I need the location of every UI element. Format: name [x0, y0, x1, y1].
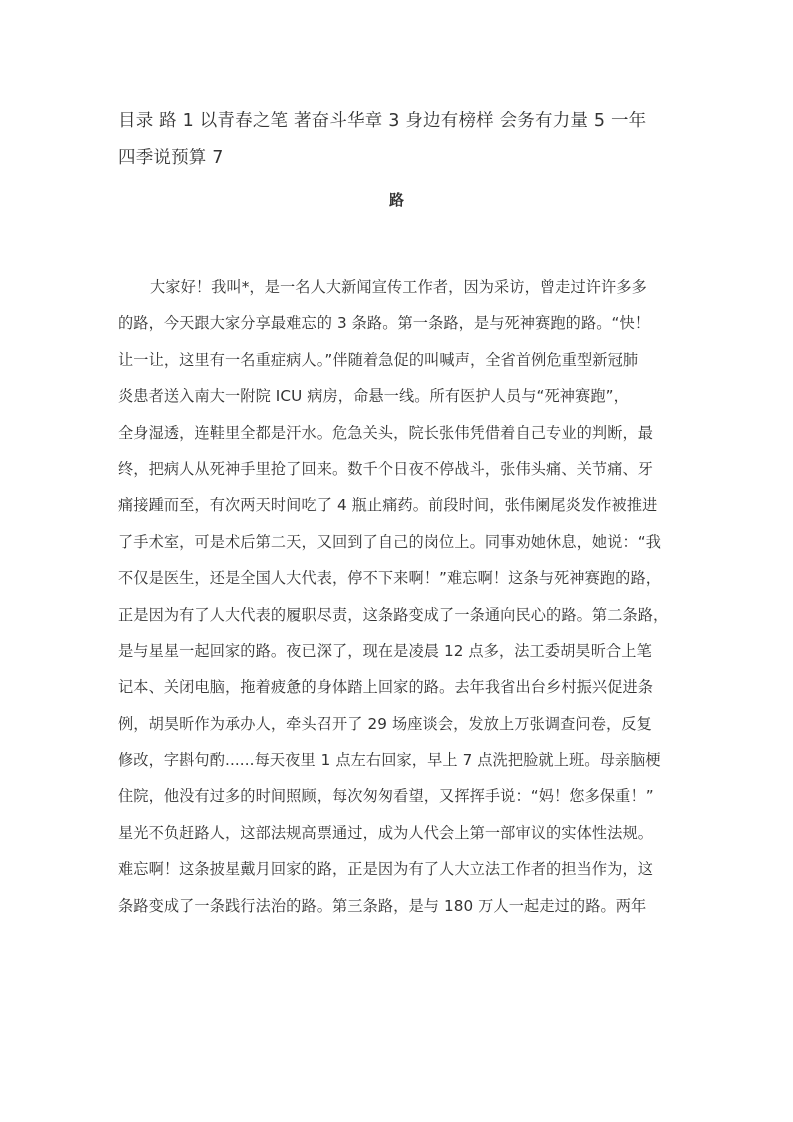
paragraph-line: 住院，他没有过多的时间照顾，每次匆匆看望，又挥挥手说：“妈！您多保重！” — [118, 787, 654, 806]
toc-line: 四季说预算 7 — [118, 148, 224, 168]
paragraph-line: 了手术室，可是术后第二天，又回到了自己的岗位上。同事劝她休息，她说：“我 — [118, 532, 662, 551]
paragraph-line: 不仅是医生，还是全国人大代表，停不下来啊！”难忘啊！这条与死神赛跑的路， — [118, 569, 662, 588]
toc-line: 目录 路 1 以青春之笔 著奋斗华章 3 身边有榜样 会务有力量 5 一年 — [118, 111, 647, 131]
paragraph-line: 炎患者送入南大一附院 ICU 病房，命悬一线。所有医护人员与“死神赛跑”， — [118, 387, 629, 406]
section-title: 路 — [388, 191, 404, 209]
paragraph-line: 修改，字斟句酌......每天夜里 1 点左右回家，早上 7 点洗把脸就上班。母亲脑梗 — [118, 751, 661, 770]
table-of-contents — [118, 103, 683, 177]
paragraph-line: 例，胡昊昕作为承办人，牵头召开了 29 场座谈会，发放上万张调查问卷，反复 — [118, 714, 652, 733]
paragraph-line: 全身湿透，连鞋里全都是汗水。危急关头，院长张伟凭借着自己专业的判断，最 — [118, 423, 654, 442]
paragraph-line: 大家好！我叫*，是一名人大新闻宣传工作者，因为采访，曾走过许许多多 — [150, 278, 647, 296]
paragraph-line: 痛接踵而至，有次两天时间吃了 4 瓶止痛药。前段时间，张伟阑尾炎发作被推进 — [118, 496, 658, 515]
paragraph-line: 难忘啊！这条披星戴月回家的路，正是因为有了人大立法工作者的担当作为，这 — [118, 860, 654, 879]
paragraph-line: 正是因为有了人大代表的履职尽责，这条路变成了一条通向民心的路。第二条路， — [118, 605, 669, 624]
paragraph-line: 条路变成了一条践行法治的路。第三条路，是与 180 万人一起走过的路。两年 — [118, 896, 647, 915]
paragraph-line: 是与星星一起回家的路。夜已深了，现在是凌晨 12 点多，法工委胡昊昕合上笔 — [118, 641, 652, 660]
paragraph-line: 终，把病人从死神手里抢了回来。数千个日夜不停战斗，张伟头痛、关节痛、牙 — [118, 459, 654, 478]
paragraph-line: 记本、关闭电脑，拖着疲惫的身体踏上回家的路。去年我省出台乡村振兴促进条 — [118, 678, 654, 697]
paragraph-line: 让一让，这里有一名重症病人。”伴随着急促的叫喊声，全省首例危重型新冠肺 — [118, 350, 639, 369]
paragraph-line: 星光不负赶路人，这部法规高票通过，成为人代会上第一部审议的实体性法规。 — [118, 823, 654, 842]
body-text — [118, 272, 678, 927]
paragraph-line: 的路，今天跟大家分享最难忘的 3 条路。第一条路，是与死神赛跑的路。“快！ — [118, 314, 651, 333]
